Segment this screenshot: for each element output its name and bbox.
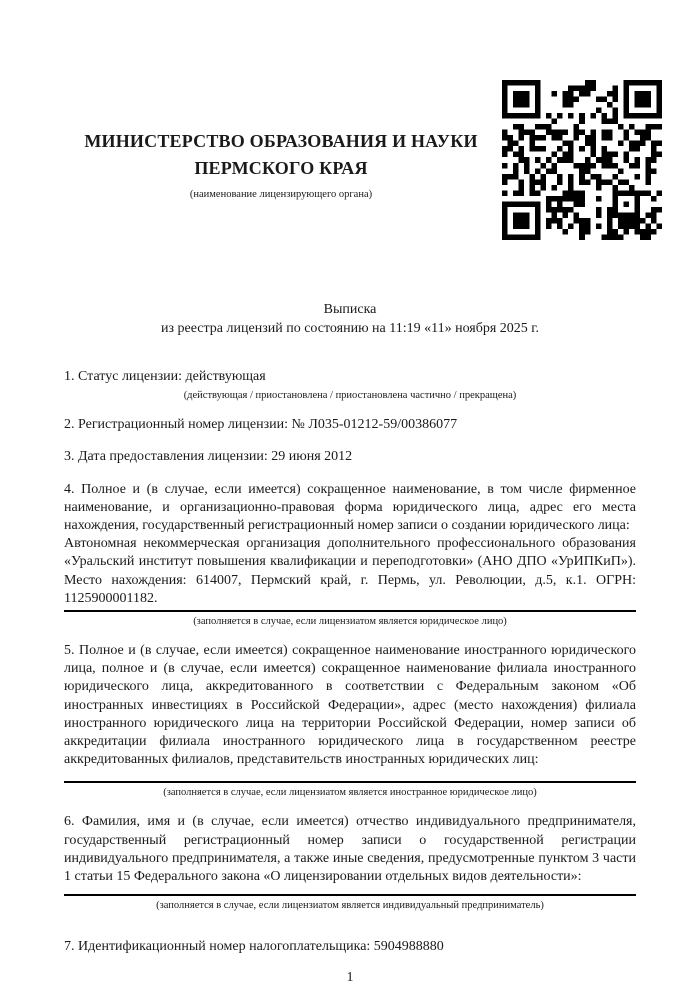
ministry-name-line1: МИНИСТЕРСТВО ОБРАЗОВАНИЯ И НАУКИ [84, 131, 478, 151]
document-title-line2: из реестра лицензий по состоянию на 11:19 «11» ноября 2025 г. [161, 321, 539, 336]
field-legal-entity-text: 4. Полное и (в случае, если имеется) сокращенное наименование, в том числе фирменное наименование, и организационно-правовая форма юридического лица, адрес его места нахождения, государственный регистрационный номер записи о создании юридического лица: [64, 481, 636, 534]
spacer [64, 886, 636, 894]
field-foreign-entity-text: 5. Полное и (в случае, если имеется) сокращенное наименование иностранного юридического лица, полное и (в случае, если имеется) сокращенное наименование филиала иностранного юридического лица, аккредитованного в соответствии с Федеральным законом «Об иностранных инвестициях в Российской Федерации», адрес (место нахождения) филиала иностранного юридического лица на территории Российской Федерации, номер записи об аккредитации филиала иностранного юридического лица в государственном реестре аккредитованных филиалов, представительств иностранных юридических лиц: [64, 643, 636, 768]
spacer [64, 769, 636, 781]
field-registration-number [64, 416, 636, 434]
field-individual-entrepreneur-caption: (заполняется в случае, если лицензиатом является индивидуальный предприниматель) [156, 900, 544, 912]
field-foreign-entity [64, 642, 636, 799]
ministry-caption: (наименование лицензирующего органа) [189, 189, 373, 200]
qr-code-icon [502, 80, 662, 240]
fill-line [64, 894, 636, 896]
field-grant-date-text: 3. Дата предоставления лицензии: 29 июня 2012 [64, 449, 353, 465]
field-taxpayer-number-text: 7. Идентификационный номер налогоплательщика: 5904988880 [64, 939, 444, 955]
page-header [64, 0, 636, 300]
field-license-status-text: 1. Статус лицензии: действующая [64, 369, 266, 384]
field-individual-entrepreneur-text: 6. Фамилия, имя и (в случае, если имеется) отчество индивидуального предпринимателя, государственный регистрационный номер записи о государственной регистрации индивидуального предпринимателя, а также иные сведения, предусмотренные пунктом 3 части 1 статьи 15 Федерального закона «О лицензировании отдельных видов деятельности»: [64, 814, 636, 885]
fill-line [64, 610, 636, 612]
field-legal-entity-value: Автономная некоммерческая организация дополнительного профессионального образования «Уральский институт повышения квалификации и переподготовки» (АНО ДПО «УрИПКиП»). Место нахождения: 614007, Пермский край, г. Пермь, ул. Революции, д.5, к.1. ОГРН: 1125900001182. [64, 536, 636, 606]
field-legal-entity-caption: (заполняется в случае, если лицензиатом является юридическое лицо) [193, 616, 507, 628]
document-title [64, 300, 636, 338]
field-individual-entrepreneur [64, 813, 636, 912]
page-number: 1 [346, 970, 354, 986]
document-title-line1: Выписка [323, 302, 377, 317]
field-registration-number-text: 2. Регистрационный номер лицензии: № Л035-01212-59/00386077 [64, 417, 458, 433]
fields-list [64, 368, 636, 956]
ministry-name-line2: ПЕРМСКОГО КРАЯ [194, 158, 368, 178]
field-foreign-entity-caption: (заполняется в случае, если лицензиатом является иностранное юридическое лицо) [163, 787, 537, 799]
field-grant-date [64, 448, 636, 466]
field-taxpayer-number [64, 938, 636, 956]
licensing-authority-block [64, 128, 498, 200]
field-license-status-caption: (действующая / приостановлена / приостановлена частично / прекращена) [183, 390, 517, 402]
field-legal-entity [64, 481, 636, 628]
field-license-status [64, 368, 636, 402]
fill-line [64, 781, 636, 783]
ministry-name [64, 128, 498, 182]
